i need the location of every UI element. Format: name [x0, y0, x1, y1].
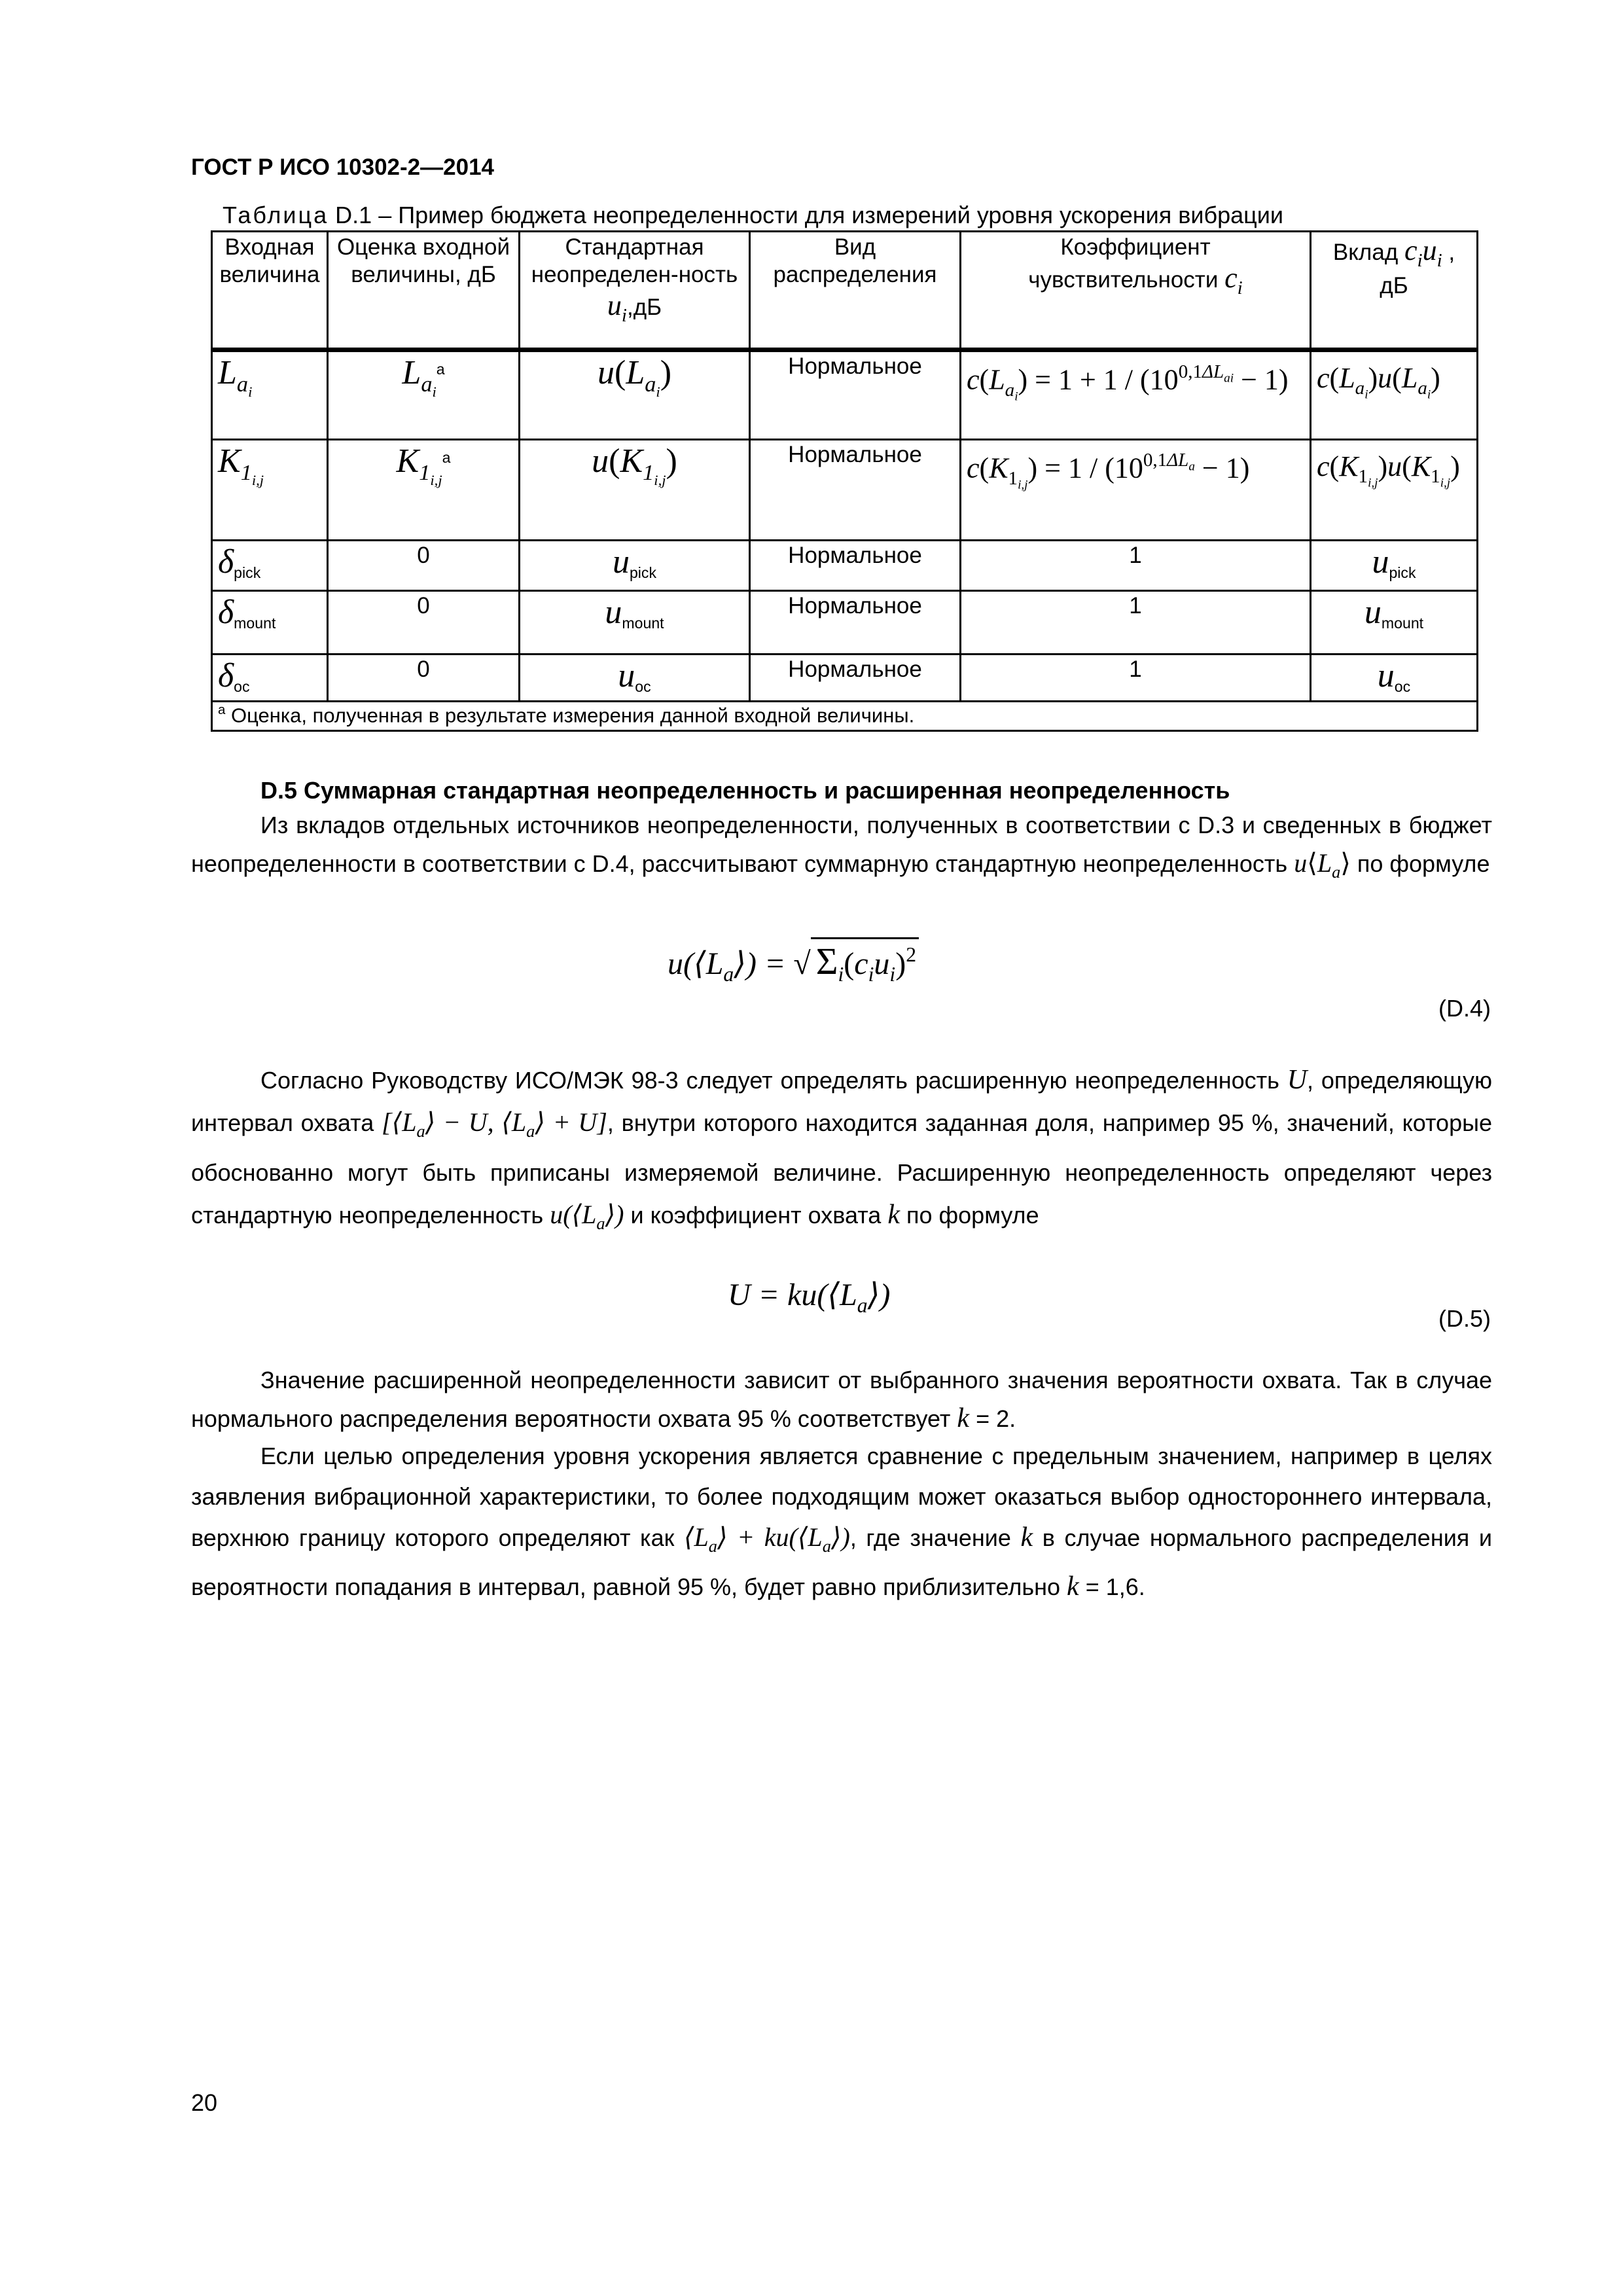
paragraph-3: Значение расширенной неопределенности зависит от выбранного значения вероятности охвата. Так в случае нормального распределения вероятности охвата 95 % соответствует k = 2.	[191, 1367, 1492, 1433]
equation-d5: $U = ku(⟨L_a⟩)$	[728, 1278, 891, 1318]
col-header-distribution: Вид распределения	[750, 232, 961, 350]
col-header-contribution: Вклад $c_iu_i$ , дБ	[1311, 232, 1478, 350]
page-number: 20	[191, 2089, 218, 2116]
cell-contribution: $u_{pick}$	[1311, 541, 1478, 591]
cell-estimate: 0	[328, 541, 520, 591]
cell-estimate: $K_{1_{i,j}}^а$	[328, 440, 520, 541]
document-header: ГОСТ Р ИСО 10302-2—2014	[191, 154, 494, 180]
cell-contribution: $u_{ос}$	[1311, 655, 1478, 702]
col-header-coefficient: Коэффициент чувствительности $c_i$	[961, 232, 1311, 350]
table-row	[212, 350, 1478, 440]
table-caption	[223, 202, 1283, 229]
equation-d4-number: (D.4)	[1438, 995, 1491, 1022]
cell-uncertainty: $u_{mount}$	[520, 591, 750, 655]
cell-uncertainty: $u_{ос}$	[520, 655, 750, 702]
section-title: D.5 Суммарная стандартная неопределенность и расширенная неопределенность	[260, 777, 1230, 804]
cell-uncertainty: $u(K_{1_{i,j}})$	[520, 440, 750, 541]
cell-coefficient-formula: $c(K_{1_{i,j}}) = 1 / (10^{0,1\Delta L_a} - 1)$	[961, 440, 1311, 541]
cell-contribution-formula: $c(K_{1_{i,j}})u(K_{1_{i,j}})$	[1311, 440, 1478, 541]
cell-contribution: $u_{mount}$	[1311, 591, 1478, 655]
col-header-uncertainty: Стандартная неопределен-ность $u_i,дБ$	[520, 232, 750, 350]
cell-coefficient: 1	[961, 591, 1311, 655]
cell-input: $\delta_{mount}$	[212, 591, 328, 655]
cell-coefficient: 1	[961, 541, 1311, 591]
cell-distribution: Нормальное	[750, 655, 961, 702]
paragraph-4: Если целью определения уровня ускорения является сравнение с предельным значением, например в целях заявления вибрационной характеристики, то более подходящим может оказаться выбор одностороннего интервала, верхнюю границу которого определяют как $⟨L_a⟩$ + $ku(⟨L_a⟩)$, где значение k в случае нормального распределения и вероятности попадания в интервал, равной 95 %, будет равно приблизительно k = 1,6.	[191, 1443, 1492, 1602]
table-row	[212, 655, 1478, 702]
cell-input: $L_{a_i}$	[212, 350, 328, 440]
paragraph-1: Из вкладов отдельных источников неопределенности, полученных в соответствии с D.3 и сведенных в бюджет неопределенности в соответствии с D.4, рассчитывают суммарную стандартную неопределенность $u⟨L_a⟩$ по формуле	[191, 812, 1492, 882]
cell-estimate: 0	[328, 591, 520, 655]
cell-input: $\delta_{pick}$	[212, 541, 328, 591]
cell-coefficient-formula: $c(L_{a_i}) = 1 + 1 / (10^{0,1\Delta L_{ai}} - 1)$	[961, 350, 1311, 440]
cell-distribution: Нормальное	[750, 541, 961, 591]
cell-uncertainty: $u_{pick}$	[520, 541, 750, 591]
cell-input: $K_{1_{i,j}}$	[212, 440, 328, 541]
col-header-input: Входная величина	[212, 232, 328, 350]
table-footnote-row	[212, 702, 1478, 731]
table-caption-label: Таблица	[223, 202, 329, 228]
cell-contribution-formula: $c(L_{a_i})u(L_{a_i})$	[1311, 350, 1478, 440]
table-row	[212, 541, 1478, 591]
cell-uncertainty: $u(L_{a_i})$	[520, 350, 750, 440]
cell-distribution: Нормальное	[750, 591, 961, 655]
cell-input: $\delta_{ос}$	[212, 655, 328, 702]
cell-coefficient: 1	[961, 655, 1311, 702]
uncertainty-budget-table	[211, 230, 1478, 732]
equation-d4: $u(⟨L_a⟩)$ = √ $\Sigma_i(c_iu_i)^2$	[668, 937, 919, 986]
equation-d5-number: (D.5)	[1438, 1305, 1491, 1332]
table-row	[212, 591, 1478, 655]
cell-estimate: $L_{a_i}^а$	[328, 350, 520, 440]
col-header-estimate: Оценка входной величины, дБ	[328, 232, 520, 350]
paragraph-2: Согласно Руководству ИСО/МЭК 98-3 следует определять расширенную неопределенность U, определяющую интервал охвата [$⟨L_a⟩ - U$, $⟨L_a⟩ + U$], внутри которого находится заданная доля, например 95 %, значений, которые обоснованно могут быть приписаны измеряемой величине. Расширенную неопределенность определяют через стандартную неопределенность $u(⟨L_a⟩)$ и коэффициент охвата k по формуле	[191, 1065, 1492, 1234]
cell-estimate: 0	[328, 655, 520, 702]
cell-distribution: Нормальное	[750, 350, 961, 440]
cell-distribution: Нормальное	[750, 440, 961, 541]
table-header-row	[212, 232, 1478, 350]
table-footnote: $^а$ Оценка, полученная в результате измерения данной входной величины.	[212, 702, 1478, 731]
table-row	[212, 440, 1478, 541]
table-caption-text: D.1 – Пример бюджета неопределенности для измерений уровня ускорения вибрации	[335, 202, 1283, 228]
